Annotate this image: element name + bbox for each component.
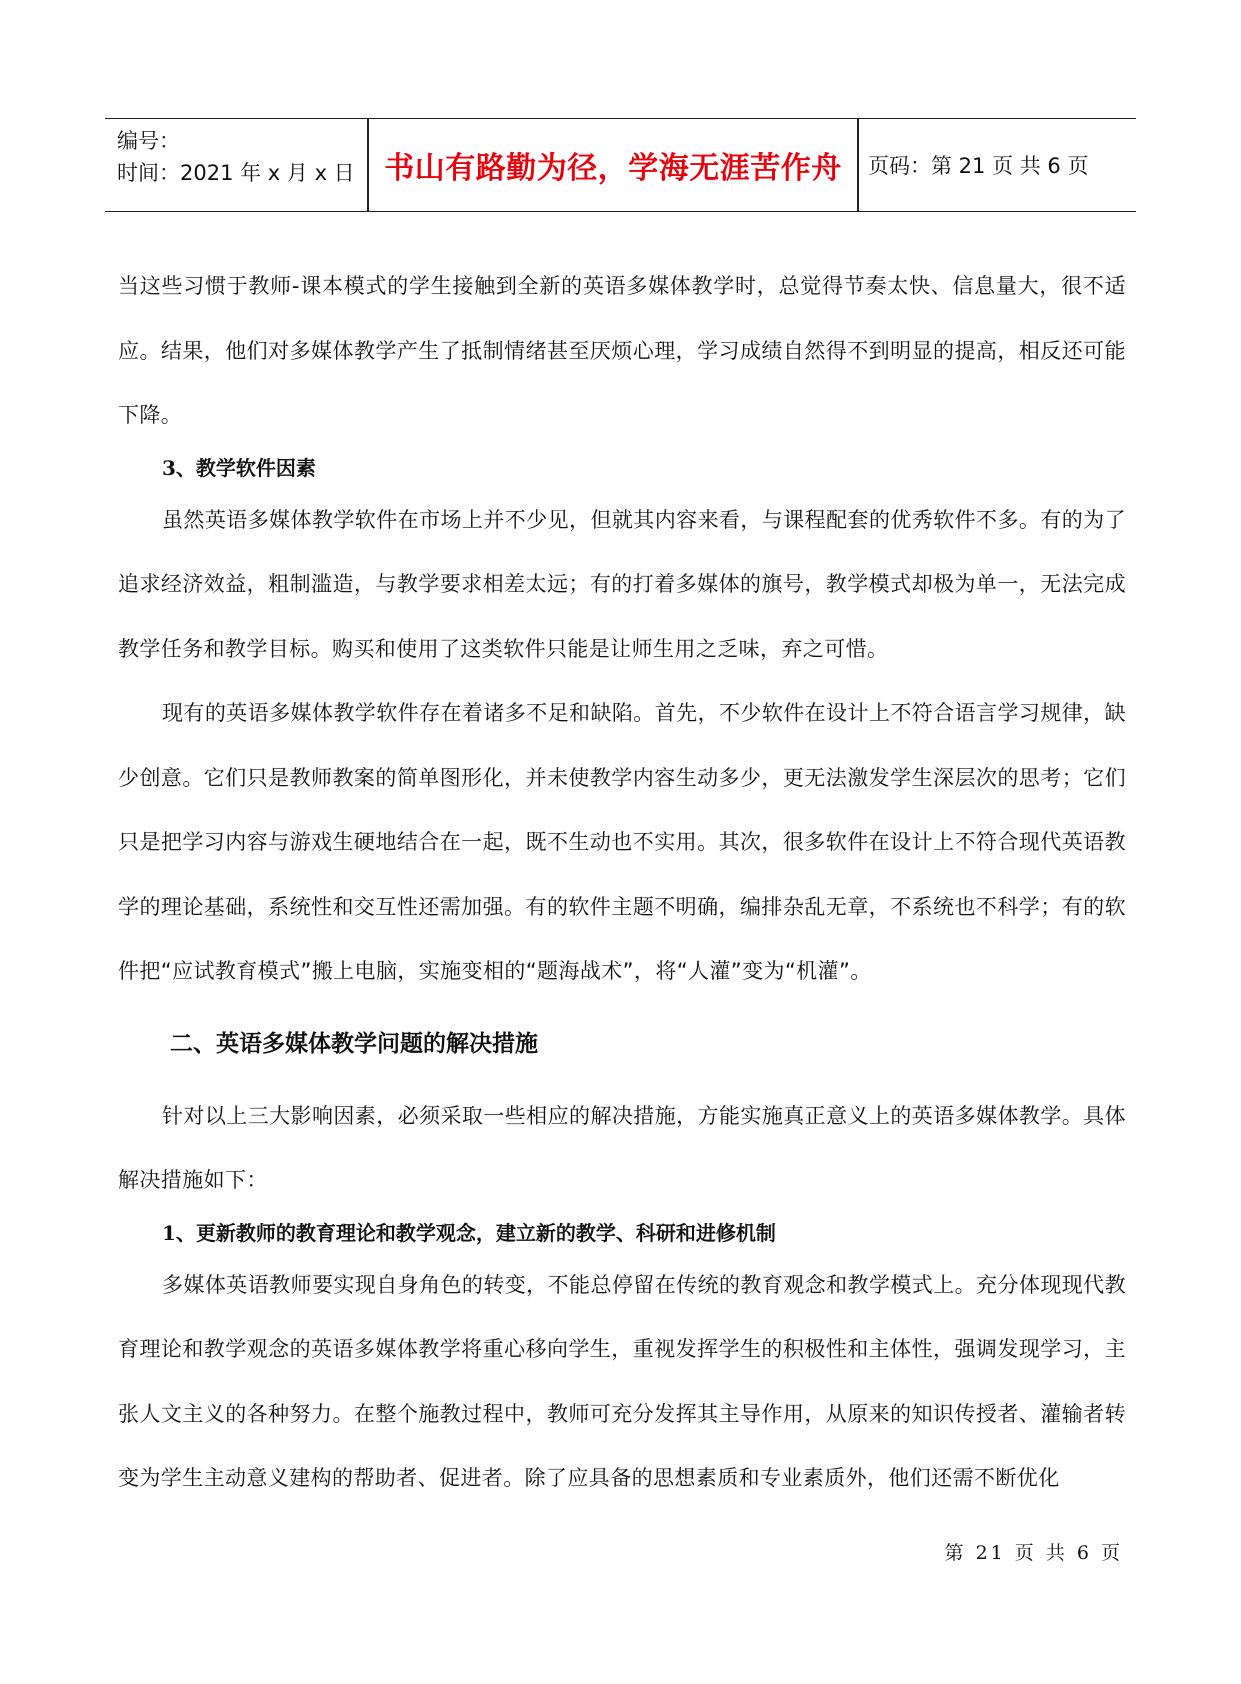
subheading: 1、更新教师的教育理论和教学观念，建立新的教学、科研和进修机制 (162, 1220, 776, 1245)
paragraph: 当这些习惯于教师-课本模式的学生接触到全新的英语多媒体教学时，总觉得节奏太快、信息量大，很不适应。结果，他们对多媒体教学产生了抵制情绪甚至厌烦心理，学习成绩自然得不到明显的提高，相反还可能下降。 (118, 274, 1126, 427)
document-body (118, 254, 1126, 1511)
document-time-label: 时间：2021 年 x 月 x 日 (117, 161, 355, 185)
paragraph: 多媒体英语教师要实现自身角色的转变，不能总停留在传统的教育观念和教学模式上。充分体现现代教育理论和教学观念的英语多媒体教学将重心移向学生，重视发挥学生的积极性和主体性，强调发现学习，主张人文主义的各种努力。在整个施教过程中，教师可充分发挥其主导作用，从原来的知识传授者、灌输者转变为学生主动意义建构的帮助者、促进者。除了应具备的思想素质和专业素质外，他们还需不断优化 (118, 1272, 1126, 1490)
paragraph: 针对以上三大影响因素，必须采取一些相应的解决措施，方能实施真正意义上的英语多媒体教学。具体解决措施如下： (118, 1103, 1126, 1192)
page-footer: 第 21 页 共 6 页 (944, 1542, 1123, 1564)
section-heading: 二、英语多媒体教学问题的解决措施 (170, 1030, 538, 1057)
header-divider (857, 119, 859, 211)
header-meta (117, 125, 357, 189)
document-number-label: 编号： (117, 129, 180, 153)
page-header (105, 118, 1136, 212)
header-motto: 书山有路勤为径，学海无涯苦作舟 (384, 151, 842, 186)
header-page-label: 页码：第 21 页 共 6 页 (868, 154, 1089, 178)
paragraph: 现有的英语多媒体教学软件存在着诸多不足和缺陷。首先，不少软件在设计上不符合语言学习规律，缺少创意。它们只是教师教案的简单图形化，并未使教学内容生动多少，更无法激发学生深层次的思考；它们只是把学习内容与游戏生硬地结合在一起，既不生动也不实用。其次，很多软件在设计上不符合现代英语教学的理论基础，系统性和交互性还需加强。有的软件主题不明确，编排杂乱无章，不系统也不科学；有的软件把“应试教育模式”搬上电脑，实施变相的“题海战术”，将“人灌”变为“机灌”。 (118, 701, 1126, 983)
subheading: 3、教学软件因素 (162, 455, 316, 480)
paragraph: 虽然英语多媒体教学软件在市场上并不少见，但就其内容来看，与课程配套的优秀软件不多。有的为了追求经济效益，粗制滥造，与教学要求相差太远；有的打着多媒体的旗号，教学模式却极为单一，无法完成教学任务和教学目标。购买和使用了这类软件只能是让师生用之乏味，弃之可惜。 (118, 507, 1126, 661)
